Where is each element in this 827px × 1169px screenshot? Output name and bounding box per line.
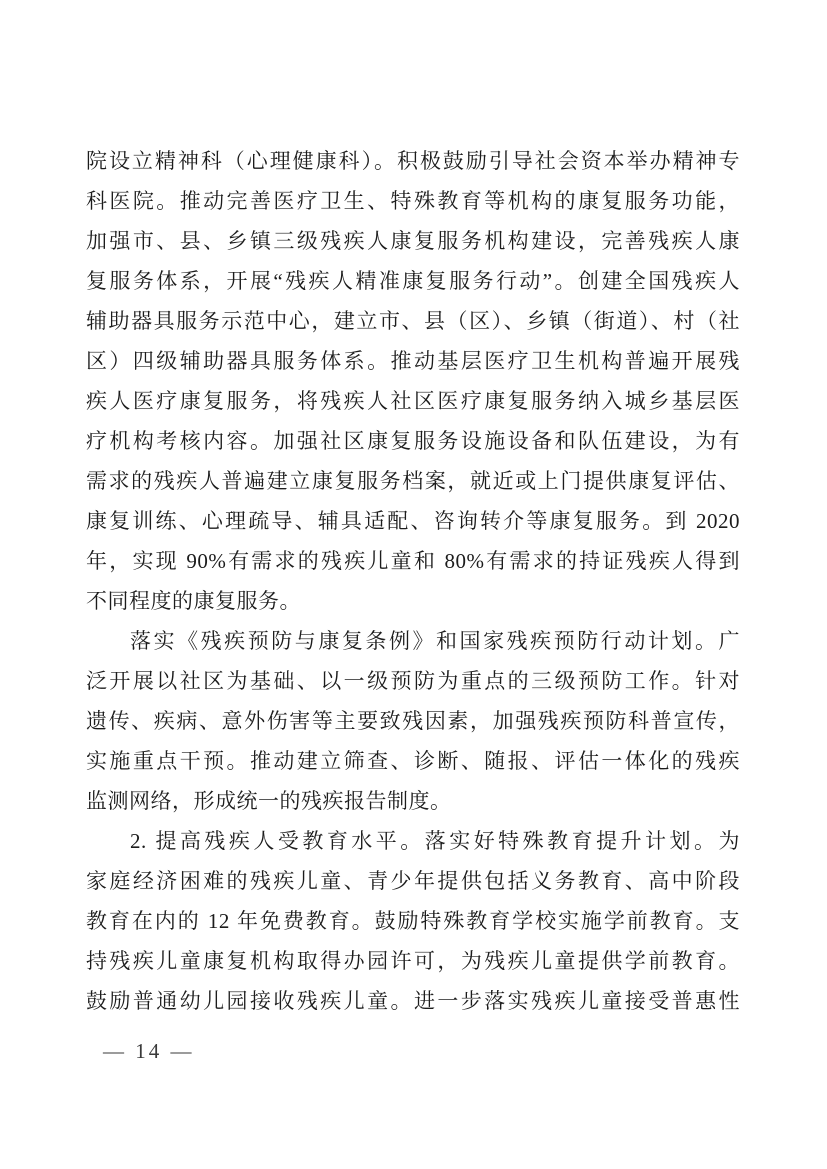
- text-line: 疗机构考核内容。加强社区康复服务设施设备和队伍建设，为有: [86, 429, 740, 453]
- text-line: 家庭经济困难的残疾儿童、青少年提供包括义务教育、高中阶段: [86, 869, 740, 893]
- text-line: 监测网络，形成统一的残疾报告制度。: [86, 789, 452, 813]
- text-line: 年，实现 90%有需求的残疾儿童和 80%有需求的持证残疾人得到: [86, 549, 740, 573]
- text-line: 疾人医疗康复服务，将残疾人社区医疗康复服务纳入城乡基层医: [86, 389, 740, 413]
- text-line: 辅助器具服务示范中心，建立市、县（区）、乡镇（街道）、村（社: [86, 309, 740, 333]
- text-line: 不同程度的康复服务。: [86, 589, 301, 613]
- text-line-paragraph-start: 2. 提高残疾人受教育水平。落实好特殊教育提升计划。为: [130, 829, 740, 853]
- text-line: 鼓励普通幼儿园接收残疾儿童。进一步落实残疾儿童接受普惠性: [86, 989, 740, 1013]
- text-line: 需求的残疾人普遍建立康复服务档案，就近或上门提供康复评估、: [86, 469, 740, 493]
- text-line: 遗传、疾病、意外伤害等主要致残因素，加强残疾预防科普宣传，: [86, 709, 740, 733]
- text-line-paragraph-start: 落实《残疾预防与康复条例》和国家残疾预防行动计划。广: [130, 629, 740, 653]
- text-line: 加强市、县、乡镇三级残疾人康复服务机构建设，完善残疾人康: [86, 229, 740, 253]
- document-text-block: [86, 141, 740, 1021]
- text-line: 泛开展以社区为基础、以一级预防为重点的三级预防工作。针对: [86, 669, 740, 693]
- text-line: 教育在内的 12 年免费教育。鼓励特殊教育学校实施学前教育。支: [86, 909, 740, 933]
- text-line: 区）四级辅助器具服务体系。推动基层医疗卫生机构普遍开展残: [86, 349, 740, 373]
- text-line: 实施重点干预。推动建立筛查、诊断、随报、评估一体化的残疾: [86, 749, 740, 773]
- text-line: 复服务体系，开展“残疾人精准康复服务行动”。创建全国残疾人: [86, 269, 740, 293]
- text-line: 院设立精神科（心理健康科）。积极鼓励引导社会资本举办精神专: [86, 149, 740, 173]
- page-number: — 14 —: [103, 1039, 195, 1063]
- text-line: 康复训练、心理疏导、辅具适配、咨询转介等康复服务。到 2020: [86, 509, 740, 533]
- text-line: 持残疾儿童康复机构取得办园许可，为残疾儿童提供学前教育。: [86, 949, 740, 973]
- text-line: 科医院。推动完善医疗卫生、特殊教育等机构的康复服务功能，: [86, 189, 740, 213]
